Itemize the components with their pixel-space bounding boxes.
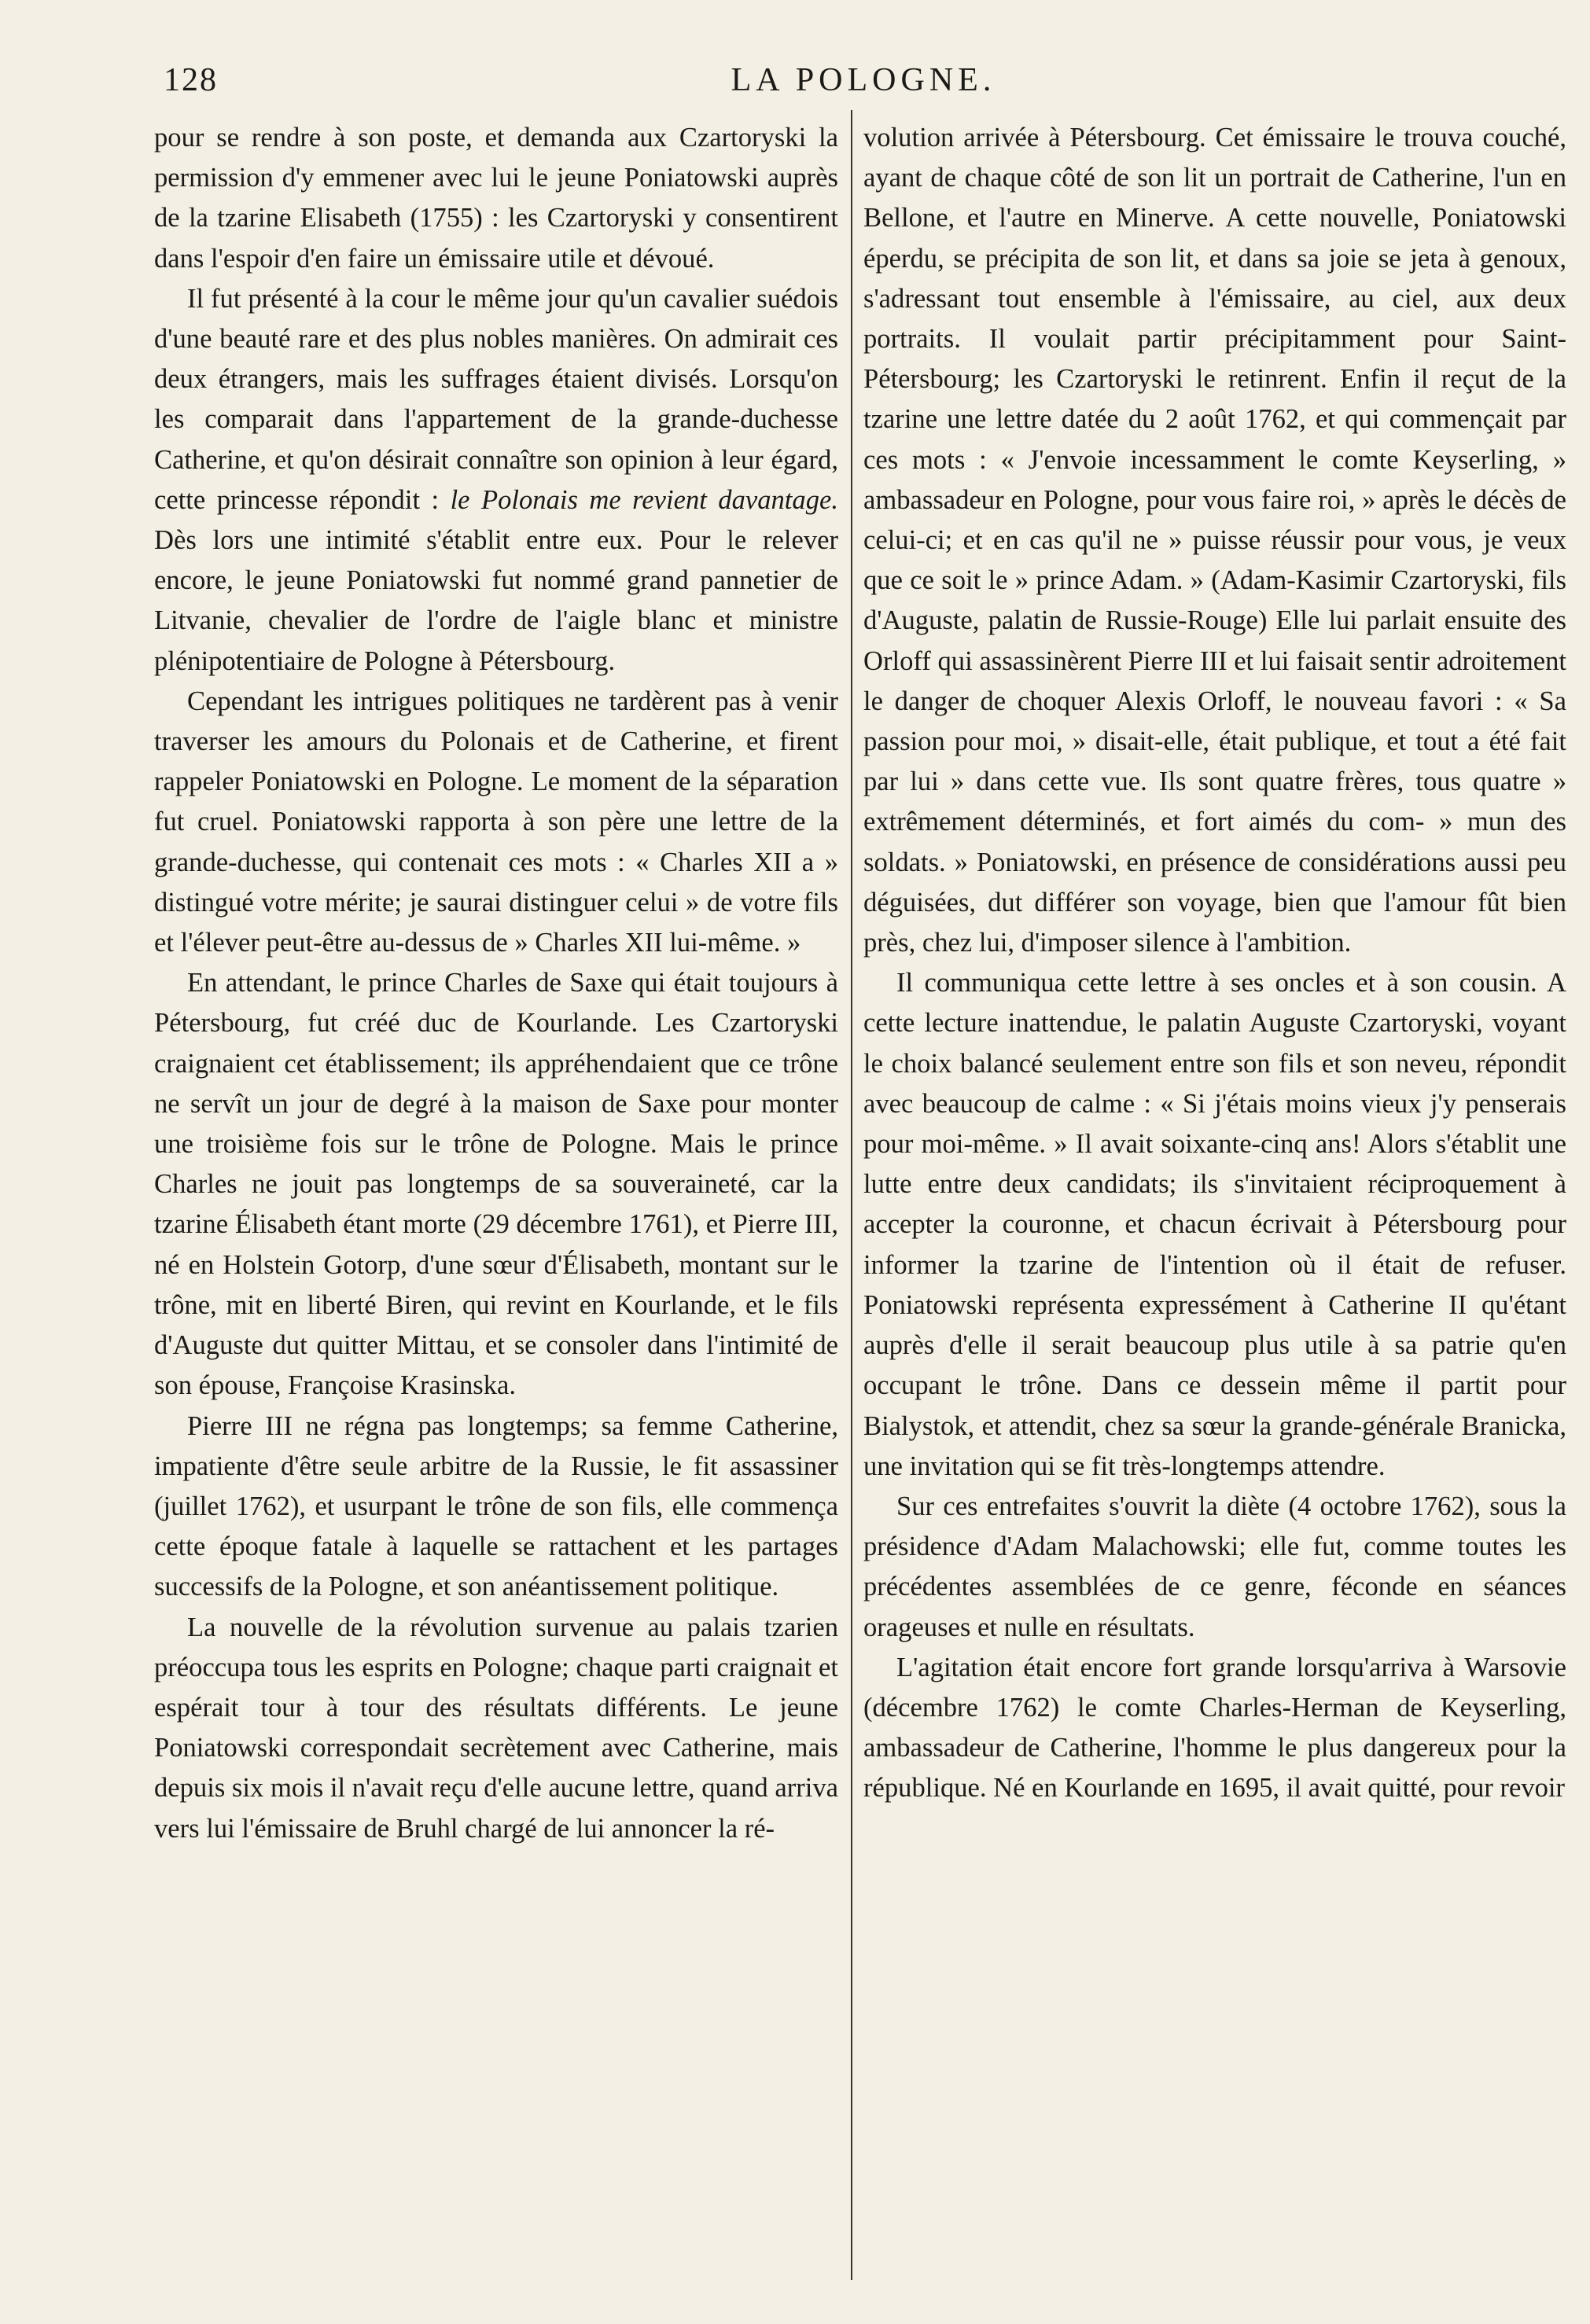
running-title: LA POLOGNE.	[731, 62, 996, 98]
paragraph: L'agitation était encore fort grande lorsqu'arriva à Warsovie (décembre 1762) le comte Charles-Herman de Keyserling, ambassadeur de Catherine, l'homme le plus dangereux pour la république. Né en Kourlande en 1695, il avait quitté, pour revoir	[863, 1652, 1566, 1804]
paragraph: volution arrivée à Pétersbourg. Cet émissaire le trouva couché, ayant de chaque côté de son lit un portrait de Catherine, l'un en Bellone, et l'autre en Minerve. A cette nouvelle, Poniatowski éperdu, se précipita de son lit, et dans sa joie se jeta à genoux, s'adressant tout ensemble à l'émissaire, au ciel, aux deux portraits. Il voulait partir précipitamment pour Saint-Pétersbourg; les Czartoryski le retinrent. Enfin il reçut de la tzarine une lettre datée du 2 août 1762, et qui commençait par ces mots : « J'envoie incessamment le comte Keyserling, » ambassadeur en Pologne, pour vous faire roi, » après le décès de celui-ci; et en cas qu'il ne » puisse réussir pour vous, je veux que ce soit le » prince Adam. » (Adam-Kasimir Czartoryski, fils d'Auguste, palatin de Russie-Rouge) Elle lui parlait ensuite des Orloff qui assassinèrent Pierre III et lui faisait sentir adroitement le danger de choquer Alexis Orloff, le nouveau favori : « Sa passion pour moi, » disait-elle, était publique, et tout a été fait par lui » dans cette vue. Ils sont quatre frères, tous quatre » extrêmement déterminés, et fort aimés du com- » mun des soldats. » Poniatowski, en présence de considérations aussi peu déguisées, dut différer son voyage, bien que l'amour fût bien près, chez lui, d'imposer silence à l'ambition.	[863, 123, 1566, 958]
paragraph: La nouvelle de la révolution survenue au palais tzarien préoccupa tous les esprits en Pologne; chaque parti craignait et espérait tour à tour des résultats différents. Le jeune Poniatowski correspondait secrètement avec Catherine, mais depuis six mois il n'avait reçu d'elle aucune lettre, quand arriva vers lui l'émissaire de Bruhl chargé de lui annoncer la ré-	[154, 1612, 838, 1844]
paragraph: Il communiqua cette lettre à ses oncles et à son cousin. A cette lecture inattendue, le palatin Auguste Czartoryski, voyant le choix balancé seulement entre son fils et son neveu, répondit avec beaucoup de calme : « Si j'étais moins vieux j'y penserais pour moi-même. » Il avait soixante-cinq ans! Alors s'établit une lutte entre deux candidats; ils s'invitaient réciproquement à accepter la couronne, et chacun écrivait à Pétersbourg pour informer la tzarine de l'intention où il était de refuser. Poniatowski représenta expressément à Catherine II qu'étant auprès d'elle il serait beaucoup plus utile à sa patrie qu'en occupant le trône. Dans ce dessein même il partit pour Bialystok, et attendit, chez sa sœur la grande-générale Branicka, une invitation qui se fit très-longtemps attendre.	[863, 968, 1566, 1481]
paragraph: Pierre III ne régna pas longtemps; sa femme Catherine, impatiente d'être seule arbitre de la Russie, le fit assassiner (juillet 1762), et usurpant le trône de son fils, elle commença cette époque fatale à laquelle se rattachent et les partages successifs de la Pologne, et son anéantissement politique.	[154, 1410, 838, 1602]
quoted-reply: le Polonais me revient davantage.	[450, 484, 838, 515]
right-column	[863, 118, 1566, 1809]
paragraph: pour se rendre à son poste, et demanda aux Czartoryski la permission d'y emmener avec lui le jeune Poniatowski auprès de la tzarine Elisabeth (1755) : les Czartoryski y consentirent dans l'espoir d'en faire un émissaire utile et dévoué.	[154, 123, 838, 274]
paragraph: Cependant les intrigues politiques ne tardèrent pas à venir traverser les amours du Polonais et de Catherine, et firent rappeler Poniatowski en Pologne. Le moment de la séparation fut cruel. Poniatowski rapporta à son père une lettre de la grande-duchesse, qui contenait ces mots : « Charles XII a » distingué votre mérite; je saurai distinguer celui » de votre fils et l'élever peut-être au-dessus de » Charles XII lui-même. »	[154, 686, 838, 958]
column-divider	[851, 110, 852, 2280]
page-header	[164, 61, 1563, 105]
paragraph-text: Il fut présenté à la cour le même jour qu'un cavalier suédois d'une beauté rare et des plus nobles manières. On admirait ces deux étrangers, mais les suffrages étaient divisés. Lorsqu'on les comparait dans l'appartement de la grande-duchesse Catherine, et qu'on désirait connaître son opinion à leur égard, cette princesse répondit :	[154, 283, 838, 515]
page-number: 128	[164, 62, 218, 98]
paragraph-text: Dès lors une intimité s'établit entre eux. Pour le relever encore, le jeune Poniatowski fut nommé grand pannetier de Litvanie, chevalier de l'ordre de l'aigle blanc et ministre plénipotentiaire de Pologne à Pétersbourg.	[154, 525, 838, 676]
paragraph	[154, 279, 838, 682]
paragraph: Sur ces entrefaites s'ouvrit la diète (4 octobre 1762), sous la présidence d'Adam Malachowski; elle fut, comme toutes les précédentes assemblées de ce genre, féconde en séances orageuses et nulle en résultats.	[863, 1491, 1566, 1642]
paragraph: En attendant, le prince Charles de Saxe qui était toujours à Pétersbourg, fut créé duc de Kourlande. Les Czartoryski craignaient cet établissement; ils appréhendaient que ce trône ne servît un jour de degré à la maison de Saxe pour monter une troisième fois sur le trône de Pologne. Mais le prince Charles ne jouit pas longtemps de sa souveraineté, car la tzarine Élisabeth étant morte (29 décembre 1761), et Pierre III, né en Holstein Gotorp, d'une sœur d'Élisabeth, montant sur le trône, mit en liberté Biren, qui revint en Kourlande, et le fils d'Auguste dut quitter Mittau, et se consoler dans l'intimité de son épouse, Françoise Krasinska.	[154, 968, 838, 1401]
left-column	[154, 118, 838, 1849]
